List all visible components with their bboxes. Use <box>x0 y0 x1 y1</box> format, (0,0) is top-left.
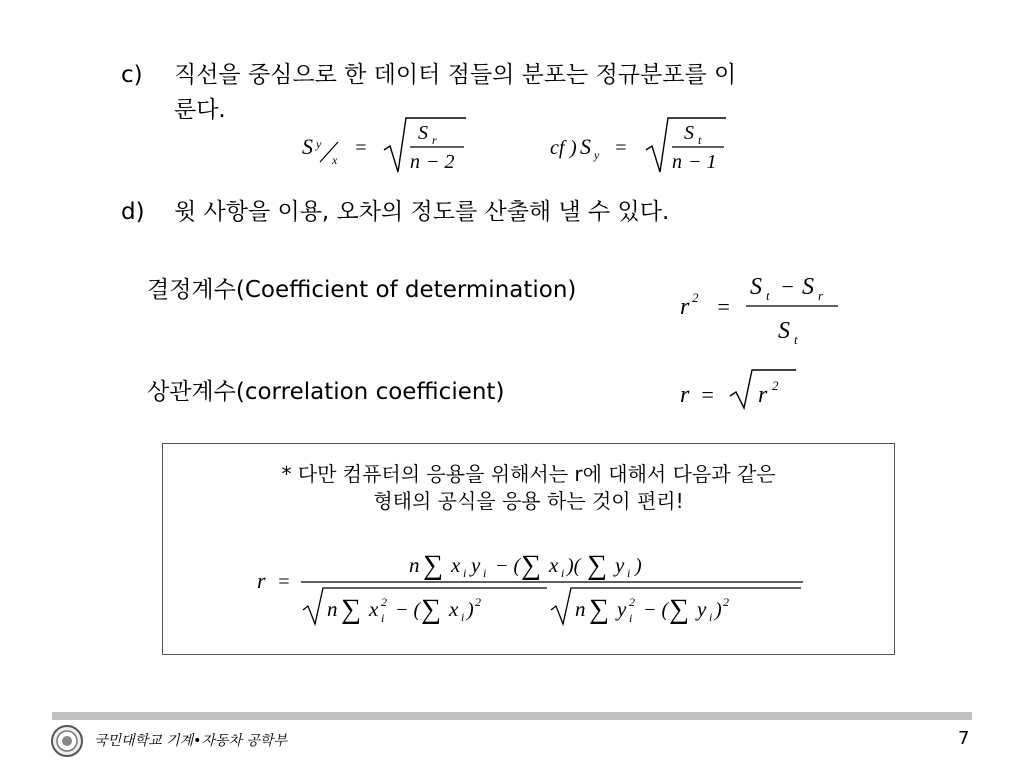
svg-text:2: 2 <box>723 595 729 609</box>
svg-text:− (: − ( <box>495 555 521 577</box>
svg-text:− 1: − 1 <box>688 151 717 173</box>
svg-text:i: i <box>629 611 633 625</box>
svg-text:=: = <box>716 294 731 319</box>
note-box <box>162 443 895 655</box>
footer-divider <box>52 712 972 720</box>
svg-text:r: r <box>758 382 768 408</box>
svg-text:i: i <box>461 610 465 624</box>
svg-text:y: y <box>471 553 481 577</box>
correlation-label: 상관계수(correlation coefficient) <box>147 379 505 405</box>
svg-text:− 2: − 2 <box>426 151 455 173</box>
svg-text:y: y <box>615 553 625 577</box>
svg-text:2: 2 <box>475 595 481 609</box>
svg-text:∑: ∑ <box>521 550 541 581</box>
formula-syx <box>298 112 478 178</box>
svg-text:y: y <box>697 597 707 621</box>
svg-text:n: n <box>327 597 338 621</box>
svg-text:x: x <box>451 553 461 577</box>
page-number: 7 <box>958 728 970 749</box>
svg-text:y: y <box>617 597 627 621</box>
svg-text:2: 2 <box>772 378 779 393</box>
svg-text:∑: ∑ <box>423 550 443 581</box>
svg-text:): ) <box>570 137 577 159</box>
svg-text:i: i <box>463 566 467 580</box>
svg-text:x: x <box>369 597 379 621</box>
note-line2: 형태의 공식을 응용 하는 것이 편리! <box>373 489 684 513</box>
svg-text:x: x <box>449 597 459 621</box>
svg-text:− (: − ( <box>643 599 669 621</box>
formula-r-computational <box>255 542 815 628</box>
svg-text:x: x <box>332 153 338 167</box>
formula-sy <box>548 112 738 178</box>
item-c-text-line1: 직선을 중심으로 한 데이터 점들의 분포는 정규분포를 이 <box>174 62 737 88</box>
svg-text:S: S <box>684 122 694 144</box>
svg-text:2: 2 <box>629 595 635 609</box>
formula-r-squared <box>678 262 848 350</box>
svg-text:t: t <box>794 332 798 347</box>
formula-r <box>678 362 798 416</box>
svg-text:=: = <box>700 382 715 407</box>
svg-text:x: x <box>549 553 559 577</box>
svg-text:r: r <box>818 288 824 303</box>
svg-text:n: n <box>409 553 420 577</box>
svg-text:− (: − ( <box>395 599 421 621</box>
svg-text:r: r <box>432 133 437 147</box>
svg-text:): ) <box>635 555 642 577</box>
item-d-text: 윗 사항을 이용, 오차의 정도를 산출해 낼 수 있다. <box>174 199 670 225</box>
footer-organization: 국민대학교 기계•자동차 공학부 <box>94 733 287 749</box>
svg-text:∑: ∑ <box>669 594 689 625</box>
svg-text:r: r <box>680 382 690 408</box>
item-d-marker: d) <box>121 199 145 225</box>
determination-label: 결정계수(Coefficient of determination) <box>147 277 577 303</box>
svg-text:∑: ∑ <box>341 594 361 625</box>
svg-text:S: S <box>418 122 428 144</box>
note-line1: * 다만 컴퓨터의 응용을 위해서는 r에 대해서 다음과 같은 <box>281 462 776 486</box>
svg-text:t: t <box>698 133 702 147</box>
svg-text:r: r <box>680 294 690 320</box>
svg-text:∑: ∑ <box>587 550 607 581</box>
svg-text:i: i <box>381 611 385 625</box>
svg-text:i: i <box>483 566 487 580</box>
svg-text:=: = <box>277 571 291 593</box>
svg-text:S: S <box>750 274 762 300</box>
svg-text:): ) <box>467 599 474 621</box>
svg-text:i: i <box>627 566 631 580</box>
svg-text:n: n <box>410 151 420 173</box>
svg-text:y: y <box>594 148 600 162</box>
svg-text:y: y <box>316 137 322 151</box>
svg-text:cf: cf <box>550 137 565 159</box>
university-seal-icon <box>50 724 84 758</box>
svg-text:∑: ∑ <box>421 594 441 625</box>
svg-text:S: S <box>778 318 790 344</box>
svg-text:)(: )( <box>567 555 581 577</box>
svg-text:=: = <box>614 137 628 159</box>
svg-text:=: = <box>354 137 368 159</box>
svg-text:∑: ∑ <box>589 594 609 625</box>
svg-text:2: 2 <box>692 290 699 305</box>
svg-text:i: i <box>561 566 565 580</box>
svg-text:t: t <box>766 288 770 303</box>
svg-text:n: n <box>672 151 682 173</box>
svg-text:): ) <box>715 599 722 621</box>
svg-text:i: i <box>709 610 713 624</box>
svg-text:S: S <box>802 274 814 300</box>
svg-text:−: − <box>780 274 795 299</box>
item-c-text-line2: 룬다. <box>174 97 226 123</box>
svg-text:n: n <box>575 597 586 621</box>
svg-text:S: S <box>580 134 591 159</box>
svg-text:r: r <box>257 568 266 593</box>
svg-text:2: 2 <box>381 595 387 609</box>
svg-text:S: S <box>302 134 313 159</box>
item-c-marker: c) <box>121 62 143 88</box>
